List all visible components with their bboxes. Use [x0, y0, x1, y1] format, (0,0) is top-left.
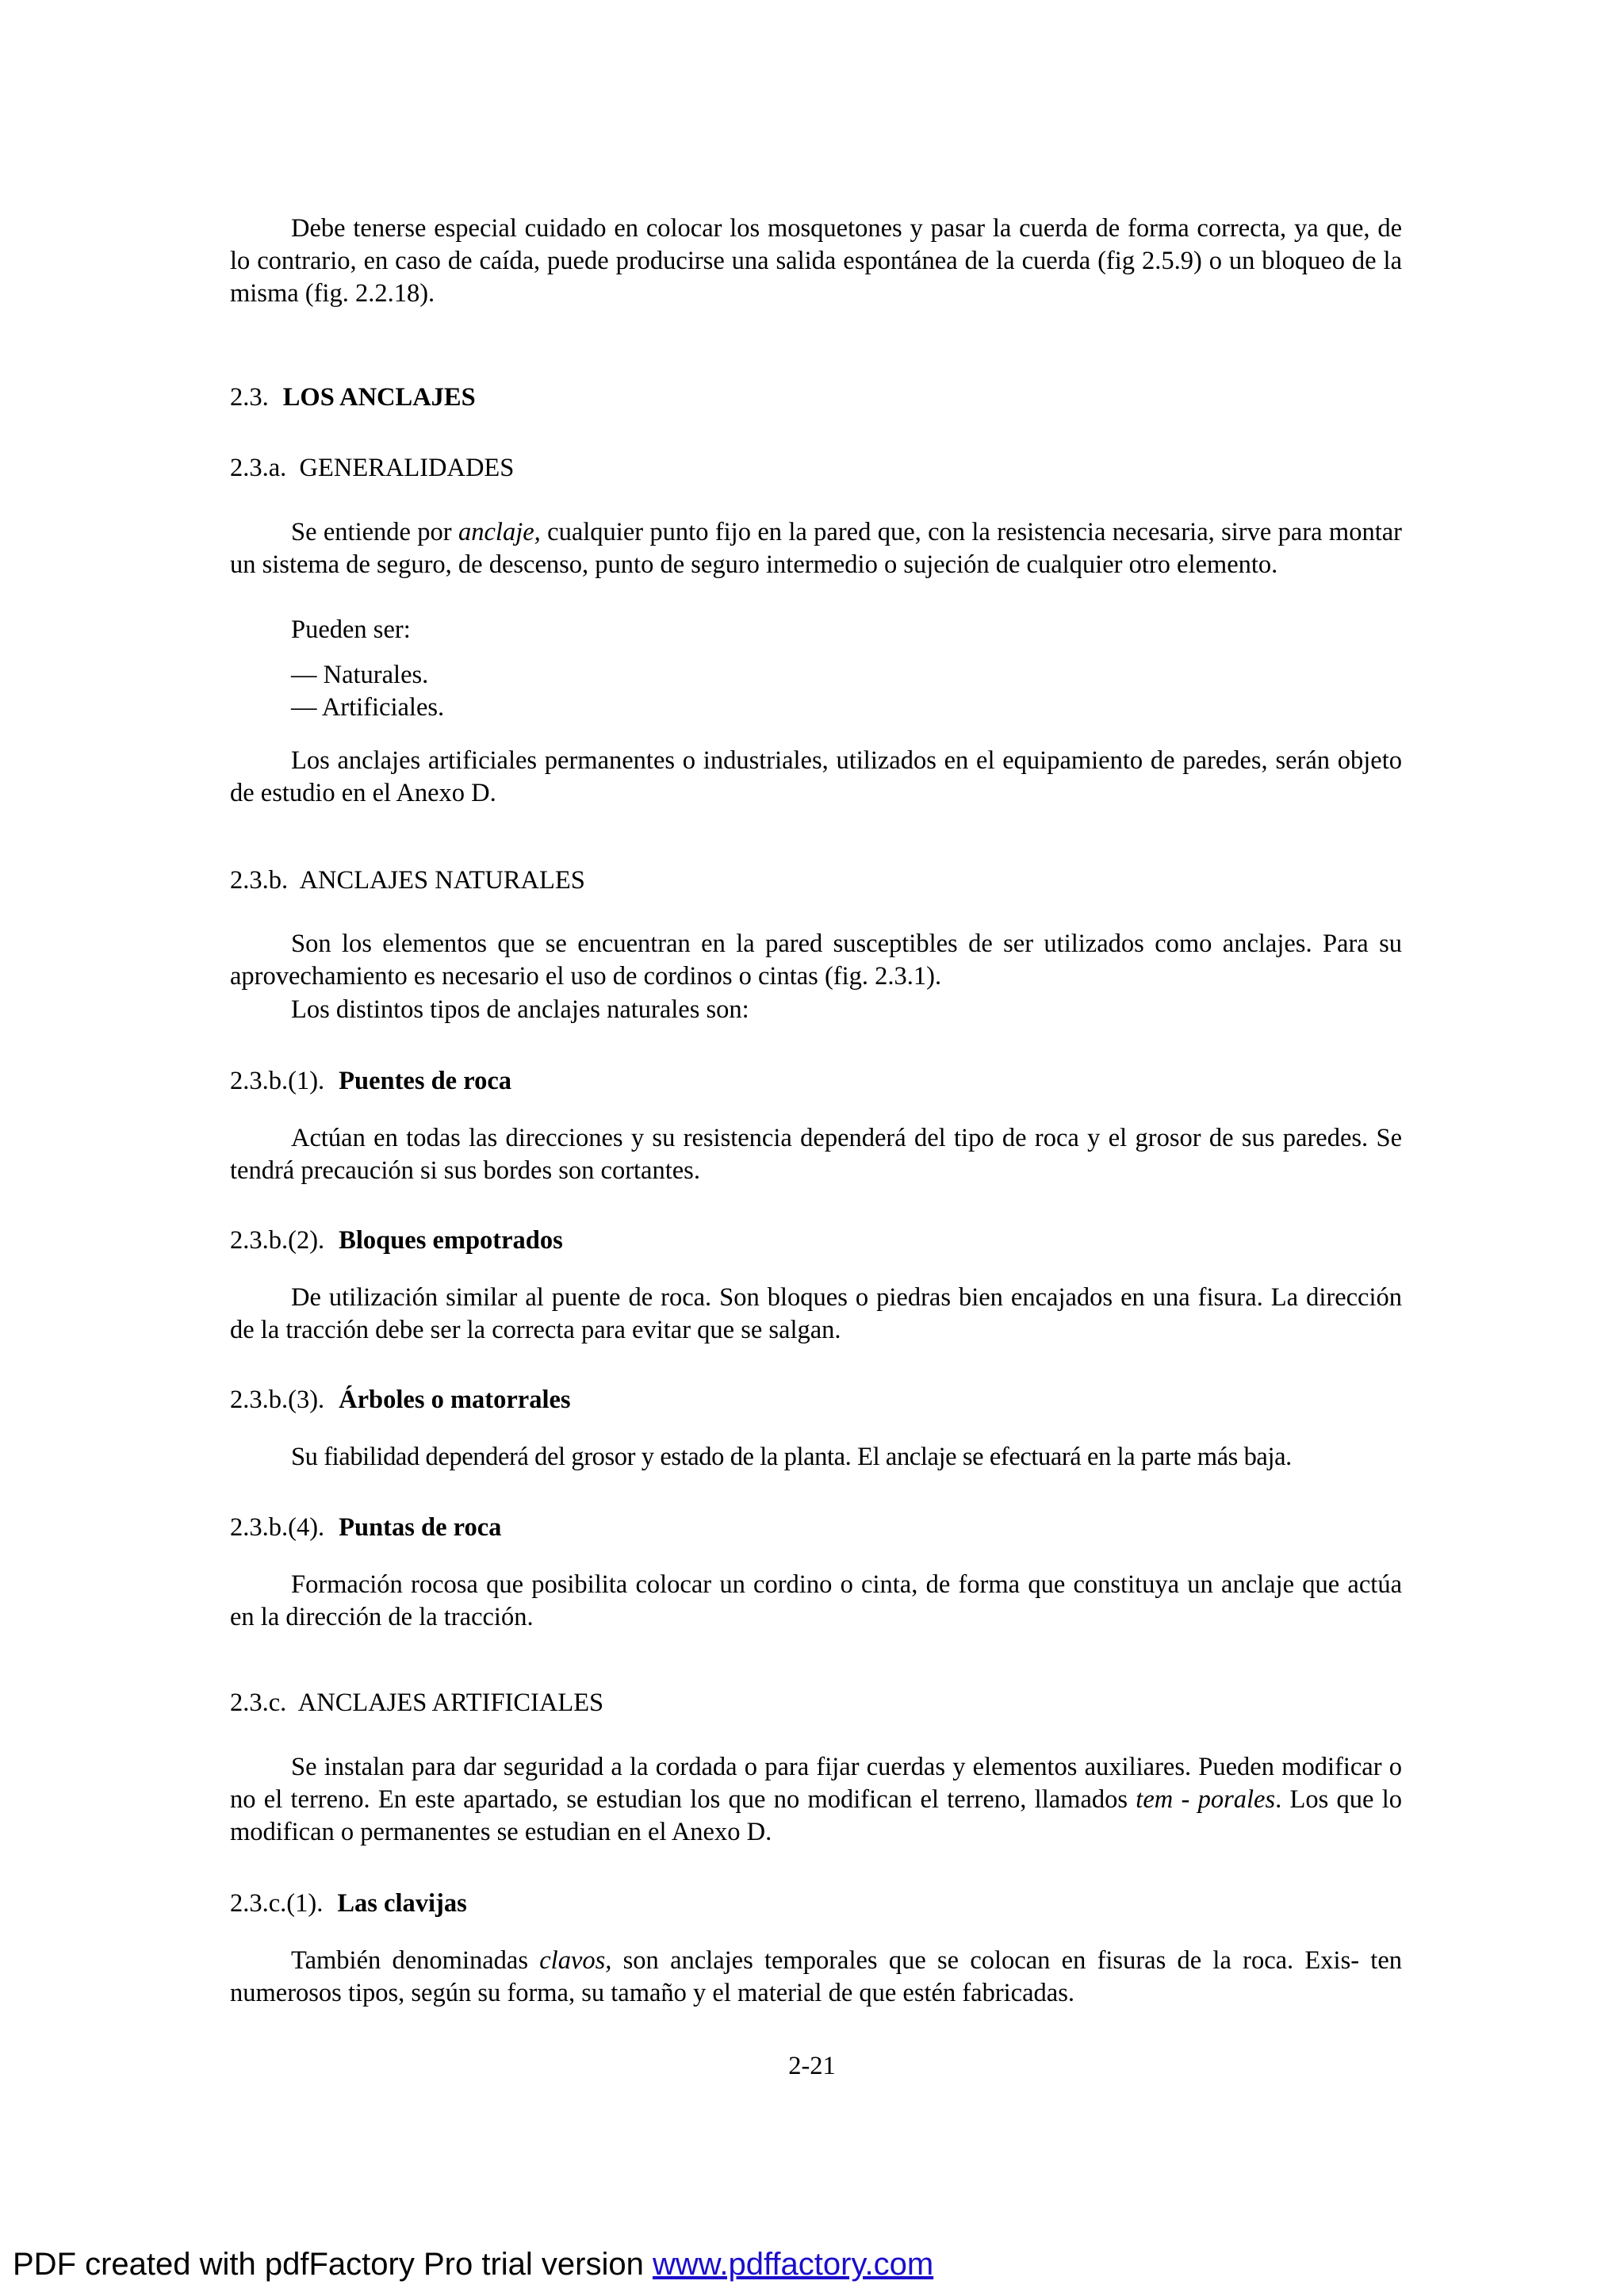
section-number: 2.3.c.(1).: [230, 1889, 324, 1918]
subsection-heading-2-3-b: 2.3.b. ANCLAJES NATURALES: [230, 866, 585, 895]
section-heading-2-3: [230, 381, 476, 414]
paragraph-puntas-de-roca: Formación rocosa que posibilita colocar un cordino o cinta, de forma que constituya un anclaje que actúa en la dirección de la tracción.: [230, 1570, 1402, 1631]
page-number: 2-21: [788, 2052, 836, 2080]
paragraph-puentes-de-roca: Actúan en todas las direcciones y su resistencia dependerá del tipo de roca y el grosor de sus paredes. Se tendrá precaución si sus bordes son cortantes.: [230, 1124, 1402, 1185]
paragraph-las-clavijas: [230, 1945, 1402, 2010]
paragraph-mosquetones: Debe tenerse especial cuidado en colocar los mosquetones y pasar la cuerda de forma correcta, ya que, de lo contrario, en caso de caída, puede producirse una salida espontánea de la cuerda (fig 2.5.9) o un bloqueo de la misma (fig. 2.2.18).: [230, 214, 1402, 308]
paragraph-anclajes-naturales: Son los elementos que se encuentran en la pared susceptibles de ser utilizados como anclajes. Para su aprovechamiento es necesario el uso de cordinos o cintas (fig. 2.3.1).: [230, 930, 1402, 991]
paragraph-arboles-o-matorrales: Su fiabilidad dependerá del grosor y estado de la planta. El anclaje se efectuará en la parte más baja.: [291, 1443, 1292, 1471]
paragraph-definicion-anclaje: [230, 516, 1402, 581]
text-span: Se entiende por: [291, 518, 458, 546]
heading-arboles-o-matorrales: [230, 1384, 571, 1416]
footer-text: PDF created with pdfFactory Pro trial version: [13, 2247, 653, 2282]
section-number: 2.3.b.(2).: [230, 1226, 325, 1255]
text-span: . Los que lo modifican o permanentes se estudian en el Anexo D.: [230, 1785, 1402, 1846]
section-title: Puntas de roca: [339, 1513, 502, 1542]
text-span: También denominadas: [291, 1946, 540, 1975]
list-item-artificiales: — Artificiales.: [291, 693, 445, 722]
emphasis-anclaje: anclaje,: [458, 518, 541, 546]
text-span: cualquier punto fijo en la pared que, con la resistencia necesaria, sirve para montar un sistema de seguro, de descenso, punto de seguro intermedio o sujeción de cualquier otro elemento.: [230, 518, 1402, 579]
emphasis-clavos: clavos,: [539, 1946, 612, 1975]
section-title: Bloques empotrados: [339, 1226, 563, 1255]
section-number: 2.3.b.(1).: [230, 1067, 325, 1095]
section-title: Las clavijas: [337, 1889, 467, 1918]
text-span: son anclajes temporales que se colocan en fisuras de la roca. Exis- ten numerosos tipos, según su forma, su tamaño y el material de que estén fabricadas.: [230, 1946, 1402, 2007]
section-number: 2.3.: [230, 383, 269, 412]
section-title: LOS ANCLAJES: [282, 383, 476, 412]
emphasis-temporales: tem - porales: [1136, 1785, 1276, 1814]
pdf-footer: [13, 2246, 933, 2283]
paragraph-anclajes-artificiales: [230, 1751, 1402, 1849]
heading-puentes-de-roca: [230, 1065, 511, 1098]
heading-puntas-de-roca: [230, 1512, 501, 1544]
heading-las-clavijas: [230, 1888, 467, 1920]
heading-bloques-empotrados: [230, 1225, 563, 1257]
footer-link[interactable]: www.pdffactory.com: [652, 2247, 934, 2282]
text-span: Se instalan para dar seguridad a la cordada o para fijar cuerdas y elementos auxiliares. Pueden modificar o no el terreno. En este apartado, se estudian los que no modifican el terreno, llamados: [230, 1753, 1402, 1814]
section-number: 2.3.b.(3).: [230, 1386, 325, 1414]
pueden-ser-label: Pueden ser:: [291, 615, 411, 644]
paragraph-anclajes-permanentes: Los anclajes artificiales permanentes o industriales, utilizados en el equipamiento de paredes, serán objeto de estudio en el Anexo D.: [230, 746, 1402, 807]
subsection-heading-2-3-c: 2.3.c. ANCLAJES ARTIFICIALES: [230, 1688, 604, 1717]
section-title: Puentes de roca: [339, 1067, 511, 1095]
paragraph-bloques-empotrados: De utilización similar al puente de roca. Son bloques o piedras bien encajados en una fisura. La dirección de la tracción debe ser la correcta para evitar que se salgan.: [230, 1283, 1402, 1344]
section-title: Árboles o matorrales: [339, 1386, 571, 1414]
list-item-naturales: — Naturales.: [291, 661, 429, 689]
subsection-heading-2-3-a: 2.3.a. GENERALIDADES: [230, 454, 515, 482]
section-number: 2.3.b.(4).: [230, 1513, 325, 1542]
paragraph-tipos-naturales: Los distintos tipos de anclajes naturales son:: [291, 995, 749, 1024]
